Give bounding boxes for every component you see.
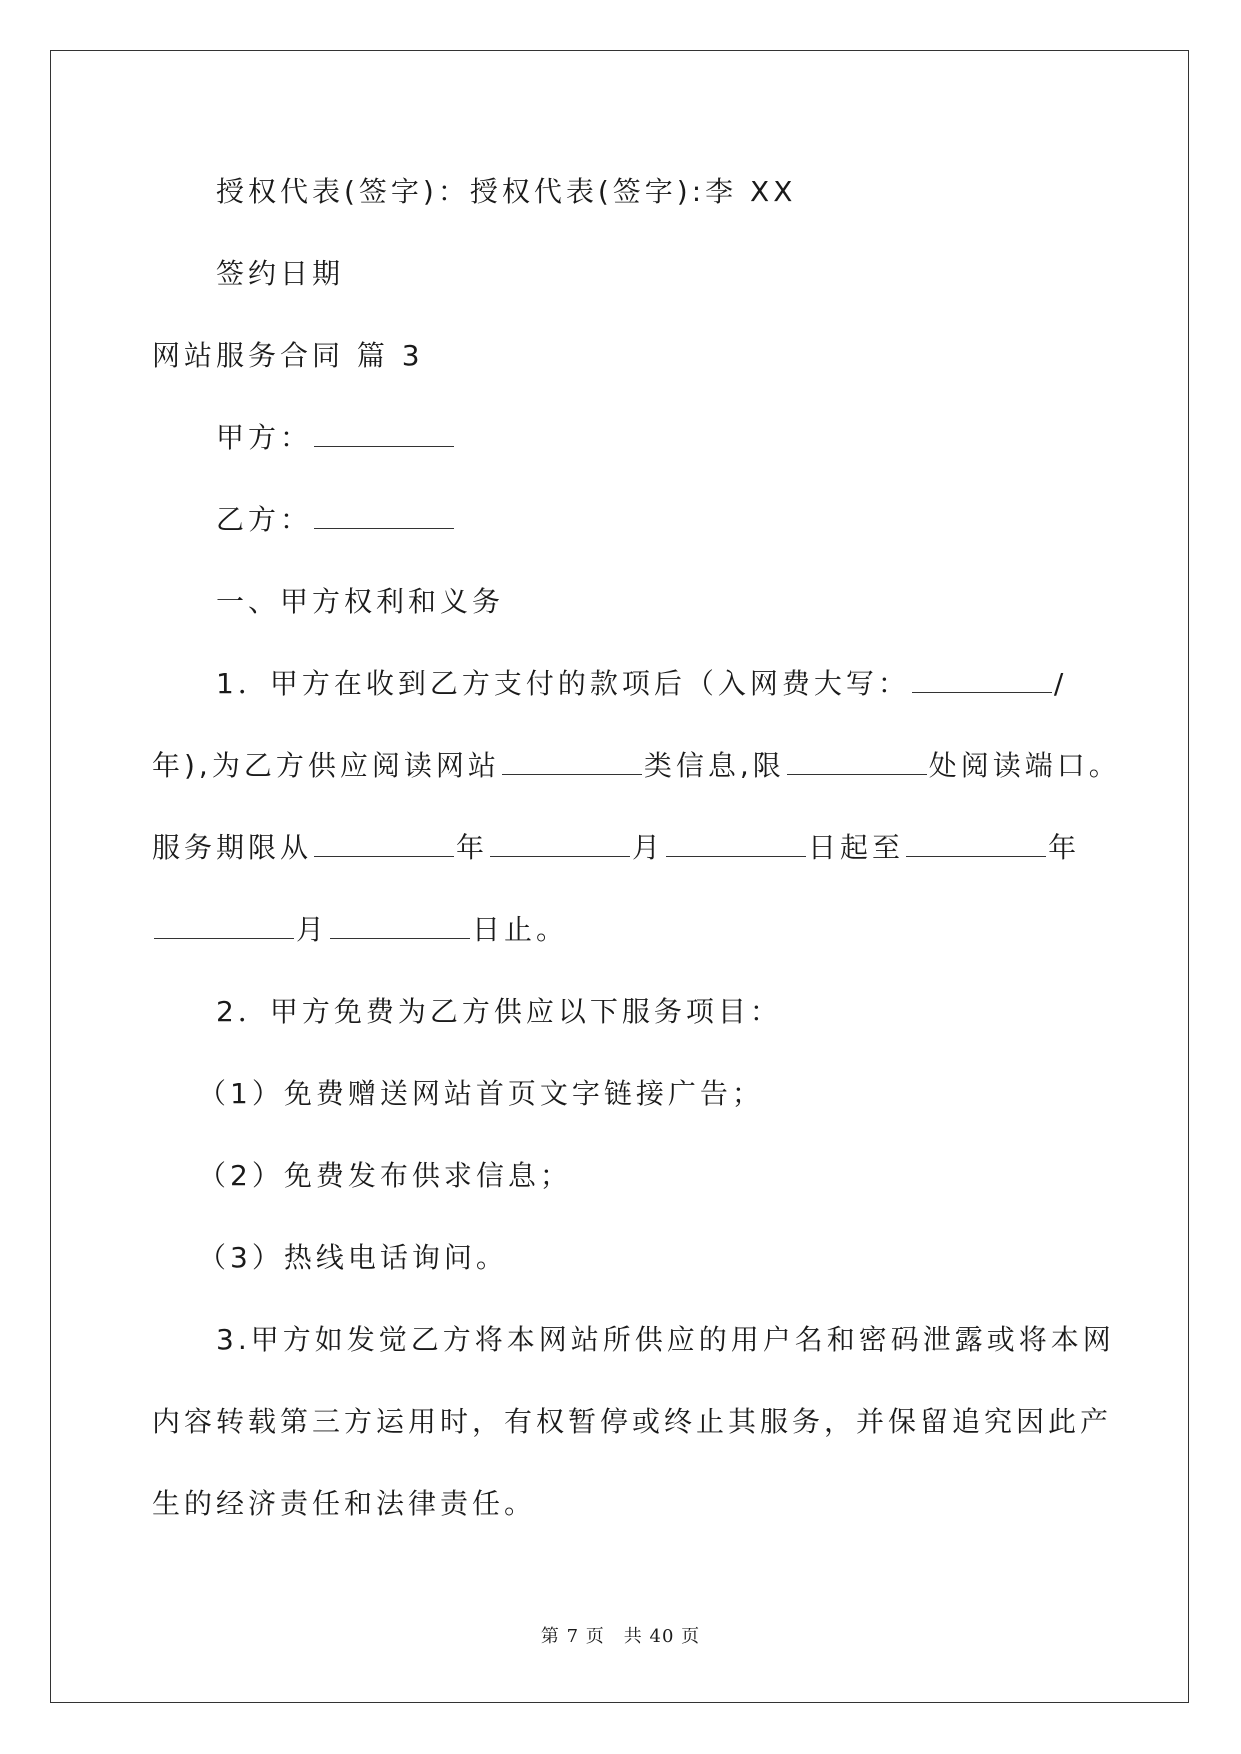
section-title: 网站服务合同 篇 3 [152, 339, 424, 372]
fill-blank [787, 752, 927, 775]
paragraph-line [152, 912, 568, 948]
party-b-label: 乙方： [216, 503, 313, 536]
signature-text: 授权代表(签字)：授权代表(签字):李 XX [216, 175, 797, 208]
paragraph-line [216, 994, 782, 1030]
paragraph-text: 2．甲方免费为乙方供应以下服务项目： [216, 995, 782, 1028]
paragraph-line [216, 1322, 1115, 1358]
fill-blank [912, 670, 1052, 693]
fill-blank [330, 916, 470, 939]
paragraph-text: 处阅读端口。 [928, 749, 1121, 782]
paragraph-text: 服务期限从 [152, 831, 313, 864]
list-item-text: （3）热线电话询问。 [198, 1241, 508, 1274]
paragraph-line [152, 748, 1121, 784]
page-border [50, 50, 1189, 1703]
paragraph-line [152, 1404, 1112, 1440]
list-item [198, 1240, 508, 1276]
paragraph-text: 月 [632, 831, 665, 864]
paragraph-line [152, 830, 1080, 866]
fill-blank [666, 834, 806, 857]
fill-blank [502, 752, 642, 775]
paragraph-text: 年),为乙方供应阅读网站 [152, 749, 500, 782]
signature-line [216, 174, 796, 210]
section-heading [152, 338, 424, 374]
list-item [198, 1076, 764, 1112]
fill-blank [314, 834, 454, 857]
party-b-blank [314, 506, 454, 529]
paragraph-text: 3.甲方如发觉乙方将本网站所供应的用户名和密码泄露或将本网 [216, 1323, 1115, 1356]
clause-heading-1 [216, 584, 504, 620]
fill-blank [490, 834, 630, 857]
paragraph-line [152, 1486, 536, 1522]
paragraph-text: 年 [1048, 831, 1081, 864]
fill-blank [906, 834, 1046, 857]
party-b-line [216, 502, 456, 538]
paragraph-text: 月 [296, 913, 329, 946]
paragraph-text: 生的经济责任和法律责任。 [152, 1487, 537, 1520]
fill-blank [154, 916, 294, 939]
list-item-text: （2）免费发布供求信息； [198, 1159, 572, 1192]
paragraph-text: 内容转载第三方运用时，有权暂停或终止其服务，并保留追究因此产 [152, 1405, 1113, 1438]
clause-heading-text: 一、甲方权利和义务 [216, 585, 505, 618]
list-item-text: （1）免费赠送网站首页文字链接广告； [198, 1077, 764, 1110]
signing-date-label: 签约日期 [216, 257, 345, 290]
paragraph-text: 1．甲方在收到乙方支付的款项后（入网费大写： [216, 667, 910, 700]
page-number-footer: 第 7 页 共 40 页 [540, 1626, 701, 1647]
paragraph-text: 年 [456, 831, 489, 864]
paragraph-text: 日止。 [472, 913, 569, 946]
party-a-line [216, 420, 456, 456]
paragraph-text: 类信息,限 [643, 749, 785, 782]
paragraph-line [216, 666, 1067, 702]
signing-date-line [216, 256, 344, 292]
list-item [198, 1158, 572, 1194]
party-a-label: 甲方： [216, 421, 313, 454]
party-a-blank [314, 424, 454, 447]
paragraph-text: / [1053, 667, 1068, 700]
paragraph-text: 日起至 [808, 831, 905, 864]
